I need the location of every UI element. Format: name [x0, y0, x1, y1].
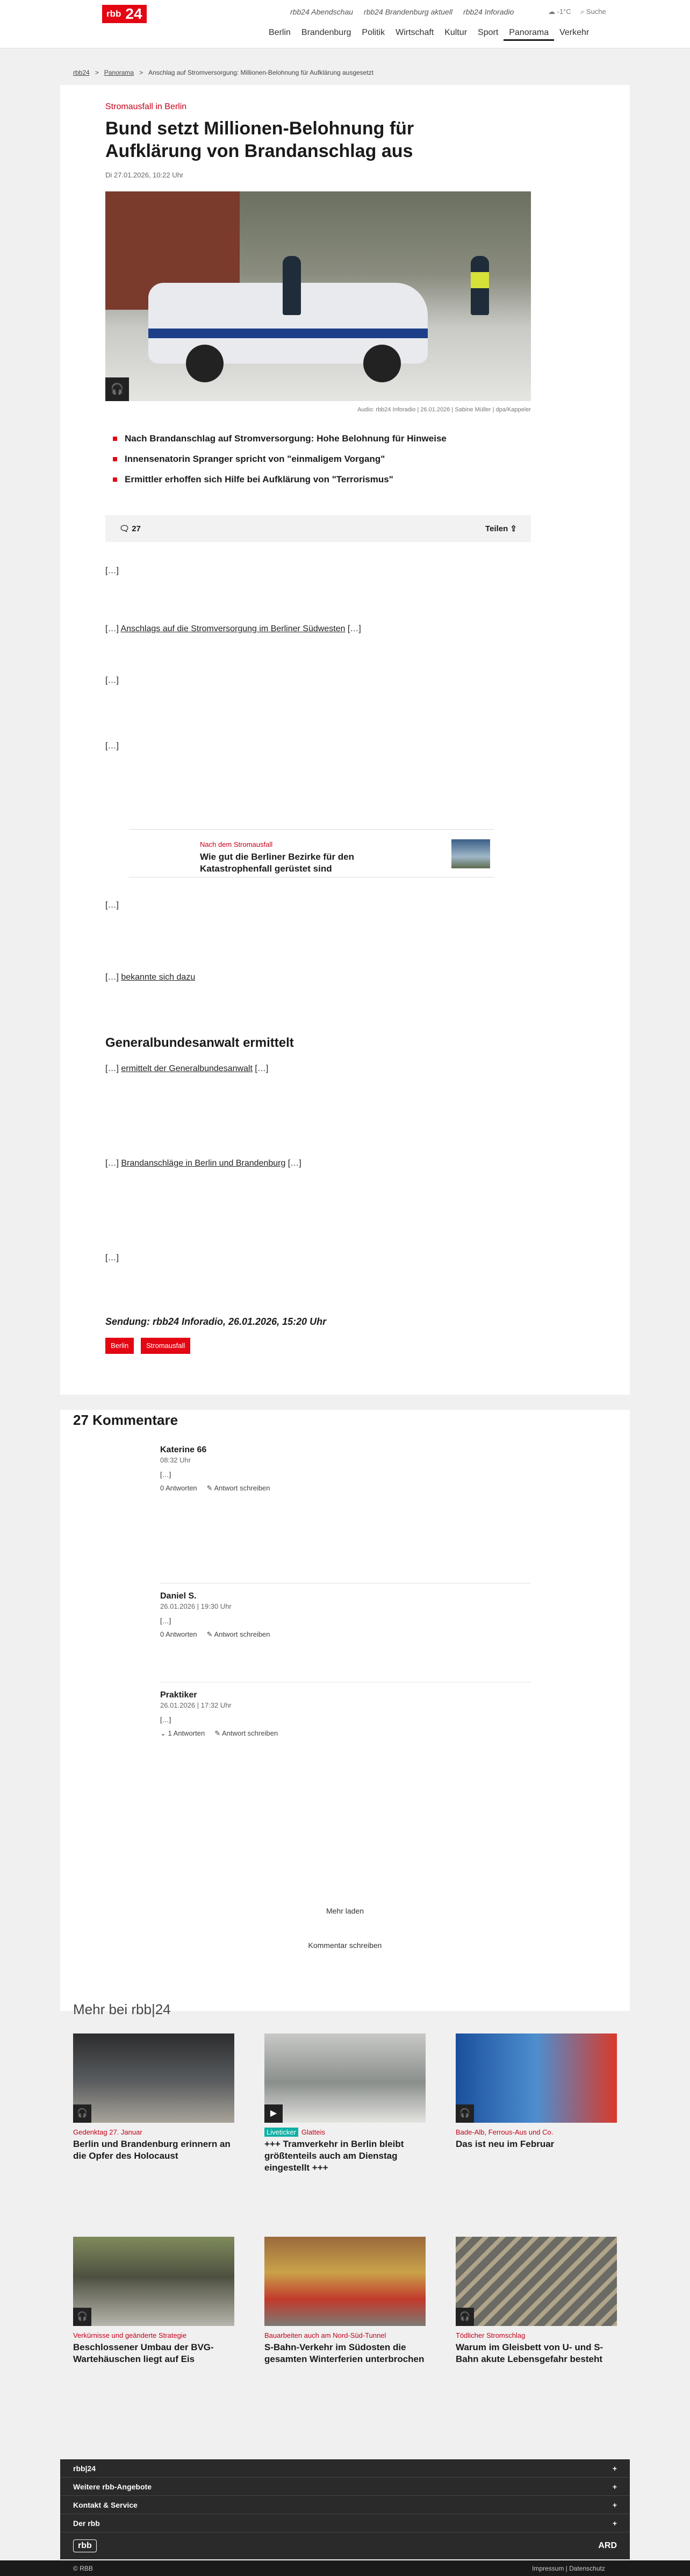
- more-tile[interactable]: [73, 2033, 234, 2162]
- text-run: […]: [288, 1159, 301, 1168]
- audio-icon: 🎧: [456, 2104, 474, 2123]
- inline-link[interactable]: bekannte sich dazu: [121, 973, 196, 982]
- nav-panorama[interactable]: Panorama: [504, 25, 554, 41]
- breadcrumb-current: Anschlag auf Stromversorgung: Millionen-Belohnung für Aufklärung ausgesetzt: [148, 69, 374, 76]
- comment-author: Daniel S.: [160, 1592, 197, 1601]
- comment: [160, 1592, 531, 1639]
- article-paragraph: [105, 623, 518, 636]
- tile-title: Berlin und Brandenburg erinnern an die Opfer des Holocaust: [73, 2139, 231, 2161]
- tile-title: +++ Tramverkehr in Berlin bleibt größtenteils auch am Dienstag eingestellt +++: [264, 2139, 404, 2173]
- nav-verkehr[interactable]: Verkehr: [559, 28, 590, 37]
- comment: [160, 1690, 531, 1738]
- nav-politik[interactable]: Politik: [362, 28, 385, 37]
- comment-meta: [160, 1729, 531, 1738]
- tile-title: Beschlossener Umbau der BVG-Wartehäuschen liegt auf Eis: [73, 2342, 214, 2364]
- breadcrumb-separator: >: [139, 69, 143, 76]
- comment-replies[interactable]: 0 Antworten: [160, 1630, 197, 1638]
- tile-kicker: Gedenktag 27. Januar: [73, 2128, 142, 2136]
- image-detail: [283, 256, 301, 315]
- search-icon: ⌕: [580, 8, 585, 16]
- logo-rbb: rbb: [102, 5, 124, 23]
- comments-heading: 27 Kommentare: [73, 1412, 178, 1428]
- nav-wirtschaft[interactable]: Wirtschaft: [396, 28, 434, 37]
- article-paragraph: […]: [105, 901, 119, 910]
- site-footer: [60, 2459, 630, 2559]
- comment-date: 08:32 Uhr: [160, 1456, 191, 1464]
- comment-count: 27: [132, 524, 141, 533]
- reply-button[interactable]: [207, 1630, 270, 1639]
- pencil-icon: ✎: [214, 1729, 221, 1737]
- section-heading: Generalbundesanwalt ermittelt: [105, 1036, 294, 1050]
- more-heading: Mehr bei rbb|24: [73, 2001, 171, 2017]
- summary-item: Ermittler erhoffen sich Hilfe bei Aufklärung von "Terrorismus": [113, 474, 521, 485]
- legal-links[interactable]: Impressum | Datenschutz: [532, 2565, 605, 2572]
- nav-berlin[interactable]: Berlin: [269, 28, 291, 37]
- plus-icon: +: [612, 2501, 617, 2509]
- more-tile[interactable]: [456, 2237, 617, 2365]
- plus-icon: +: [612, 2482, 617, 2491]
- article-paragraph: […]: [105, 1253, 119, 1262]
- copyright: © RBB: [73, 2565, 93, 2572]
- tag-stromausfall[interactable]: Stromausfall: [141, 1338, 190, 1354]
- pencil-icon: ✎: [206, 1630, 213, 1638]
- teaser-title: Wie gut die Berliner Bezirke für den Katastrophenfall gerüstet sind: [200, 852, 355, 874]
- image-detail: [471, 272, 489, 288]
- summary-item: Nach Brandanschlag auf Stromversorgung: Hohe Belohnung für Hinweise: [113, 433, 521, 444]
- comment-replies[interactable]: 0 Antworten: [160, 1484, 197, 1492]
- more-tile[interactable]: [73, 2237, 234, 2365]
- breadcrumb-panorama[interactable]: Panorama: [104, 69, 134, 76]
- plus-icon: +: [612, 2464, 617, 2473]
- video-play-icon: ▶: [264, 2104, 283, 2123]
- image-detail: [363, 345, 401, 382]
- inline-link[interactable]: Brandanschläge in Berlin und Brandenburg: [121, 1159, 286, 1168]
- audio-icon: 🎧: [73, 2308, 91, 2326]
- summary-item: Innensenatorin Spranger spricht von "einmaligem Vorgang": [113, 454, 521, 465]
- text-run: […]: [105, 1064, 119, 1073]
- article-paragraph: [105, 971, 518, 984]
- article-actions: [105, 515, 531, 542]
- text-run: […]: [105, 1159, 119, 1168]
- article-paragraph: [105, 1062, 518, 1075]
- inline-link[interactable]: Anschlags auf die Stromversorgung im Berliner Südwesten: [120, 624, 346, 633]
- text-run: […]: [105, 973, 119, 982]
- comment: [160, 1445, 531, 1493]
- footer-ard-logo[interactable]: ARD: [598, 2541, 617, 2550]
- reply-button[interactable]: [214, 1729, 278, 1738]
- plus-icon: +: [612, 2519, 617, 2528]
- text-run: […]: [255, 1064, 269, 1073]
- nav-sport[interactable]: Sport: [478, 28, 499, 37]
- footer-accordion-kontakt[interactable]: [60, 2496, 630, 2514]
- reply-label: Antwort schreiben: [214, 1484, 270, 1492]
- tile-image: [264, 2237, 426, 2326]
- site-header: [0, 0, 690, 48]
- breadcrumb: [73, 69, 373, 76]
- comment-meta: [160, 1630, 531, 1639]
- reply-label: Antwort schreiben: [222, 1729, 278, 1737]
- tile-image: [456, 2237, 617, 2326]
- tile-image: [456, 2033, 617, 2123]
- comment-meta: [160, 1484, 531, 1493]
- footer-link-label: Der rbb: [73, 2519, 100, 2528]
- rbb24-logo[interactable]: [102, 3, 147, 25]
- more-tile[interactable]: [264, 2237, 426, 2365]
- expand-replies-button[interactable]: [160, 1729, 205, 1738]
- article-paragraph: […]: [105, 741, 119, 751]
- tile-image: [73, 2033, 234, 2123]
- footer-link-label: rbb|24: [73, 2464, 96, 2473]
- article-title: Bund setzt Millionen-Belohnung für Aufklärung von Brandanschlag aus: [105, 118, 414, 161]
- image-detail: [186, 345, 224, 382]
- reply-button[interactable]: [207, 1484, 270, 1493]
- footer-logos: [60, 2532, 630, 2559]
- tile-kicker: Bade-Alb, Ferrous-Aus und Co.: [456, 2128, 554, 2136]
- pencil-icon: ✎: [206, 1484, 213, 1492]
- more-tile[interactable]: [264, 2033, 426, 2174]
- comment-replies: 1 Antworten: [168, 1729, 205, 1737]
- main-nav: [263, 25, 594, 41]
- comment-date: 26.01.2026 | 17:32 Uhr: [160, 1701, 232, 1709]
- footer-accordion-angebote[interactable]: [60, 2478, 630, 2496]
- toplink-brandenburg-aktuell[interactable]: rbb24 Brandenburg aktuell: [364, 8, 453, 16]
- comment-icon: 🗨: [119, 524, 130, 533]
- comment-text: […]: [160, 1716, 171, 1724]
- image-detail: [148, 329, 428, 338]
- write-comment-button[interactable]: Kommentar schreiben: [308, 1941, 382, 1950]
- weather-widget[interactable]: ☁ -1°C: [548, 8, 571, 16]
- footer-accordion-rbb24[interactable]: [60, 2459, 630, 2478]
- share-label: Teilen: [485, 524, 508, 533]
- related-teaser[interactable]: [129, 829, 494, 877]
- search-label: Suche: [586, 8, 606, 16]
- comment-date: 26.01.2026 | 19:30 Uhr: [160, 1602, 232, 1610]
- breadcrumb-home[interactable]: rbb24: [73, 69, 90, 76]
- audio-icon: 🎧: [456, 2308, 474, 2326]
- weather-temp: -1°C: [557, 8, 571, 16]
- nav-brandenburg[interactable]: Brandenburg: [301, 28, 351, 37]
- footer-link-label: Kontakt & Service: [73, 2501, 138, 2509]
- tile-title: S-Bahn-Verkehr im Südosten die gesamten Winterferien unterbrochen: [264, 2342, 425, 2364]
- article-kicker: Stromausfall in Berlin: [105, 102, 187, 111]
- tile-title: Das ist neu im Februar: [456, 2139, 555, 2149]
- comment-text: […]: [160, 1471, 171, 1479]
- live-badge: Liveticker: [264, 2128, 298, 2137]
- text-run: […]: [347, 624, 361, 633]
- toplink-abendschau[interactable]: rbb24 Abendschau: [290, 8, 354, 16]
- more-tile[interactable]: [456, 2033, 617, 2150]
- share-icon: ⇪: [510, 524, 517, 533]
- audio-icon: 🎧: [73, 2104, 91, 2123]
- summary-list: [113, 433, 521, 495]
- footer-bottom-bar: [0, 2560, 690, 2576]
- search-button[interactable]: [580, 8, 606, 16]
- breadcrumb-separator: >: [95, 69, 99, 76]
- comment-count-button[interactable]: [119, 524, 141, 533]
- tile-kicker: [264, 2128, 426, 2136]
- toplink-inforadio[interactable]: rbb24 Inforadio: [463, 8, 514, 16]
- share-button[interactable]: [485, 524, 517, 533]
- article-paragraph: […]: [105, 676, 119, 685]
- broadcast-source: Sendung: rbb24 Inforadio, 26.01.2026, 15:20 Uhr: [105, 1316, 327, 1327]
- tile-kicker: Verkürnisse und geänderte Strategie: [73, 2331, 187, 2339]
- footer-link-label: Weitere rbb-Angebote: [73, 2482, 152, 2491]
- tag-berlin[interactable]: Berlin: [105, 1338, 134, 1354]
- footer-accordion-der-rbb[interactable]: [60, 2514, 630, 2532]
- hero-image: [105, 191, 531, 401]
- tile-kicker: Bauarbeiten auch am Nord-Süd-Tunnel: [264, 2331, 386, 2339]
- inline-link[interactable]: ermittelt der Generalbundesanwalt: [121, 1064, 253, 1073]
- comment-author: Praktiker: [160, 1690, 197, 1700]
- nav-kultur[interactable]: Kultur: [444, 28, 468, 37]
- comment-author: Katerine 66: [160, 1445, 207, 1454]
- logo-24: 24: [124, 5, 146, 23]
- load-more-button[interactable]: Mehr laden: [326, 1907, 364, 1915]
- tile-kicker: Tödlicher Stromschlag: [456, 2331, 526, 2339]
- chevron-down-icon: ⌄: [160, 1729, 166, 1737]
- tile-kicker-text: Glatteis: [301, 2128, 325, 2136]
- footer-rbb-logo[interactable]: rbb: [73, 2539, 97, 2552]
- tile-title: Warum im Gleisbett von U- und S-Bahn akute Lebensgefahr besteht: [456, 2342, 603, 2364]
- tile-image: [264, 2033, 426, 2123]
- teaser-kicker: Nach dem Stromausfall: [200, 840, 273, 848]
- article-paragraph: […]: [105, 566, 119, 575]
- service-links: [290, 8, 514, 16]
- comment-text: […]: [160, 1617, 171, 1625]
- audio-play-icon[interactable]: 🎧: [105, 377, 129, 401]
- reply-label: Antwort schreiben: [214, 1630, 270, 1638]
- image-credit: Audio: rbb24 Inforadio | 26.01.2026 | Sabine Müller | dpa/Kappeler: [357, 406, 531, 413]
- article-paragraph: [105, 1157, 518, 1170]
- teaser-thumbnail: [451, 839, 490, 868]
- text-run: […]: [105, 624, 119, 633]
- tile-image: [73, 2237, 234, 2326]
- article-date: Di 27.01.2026, 10:22 Uhr: [105, 171, 184, 179]
